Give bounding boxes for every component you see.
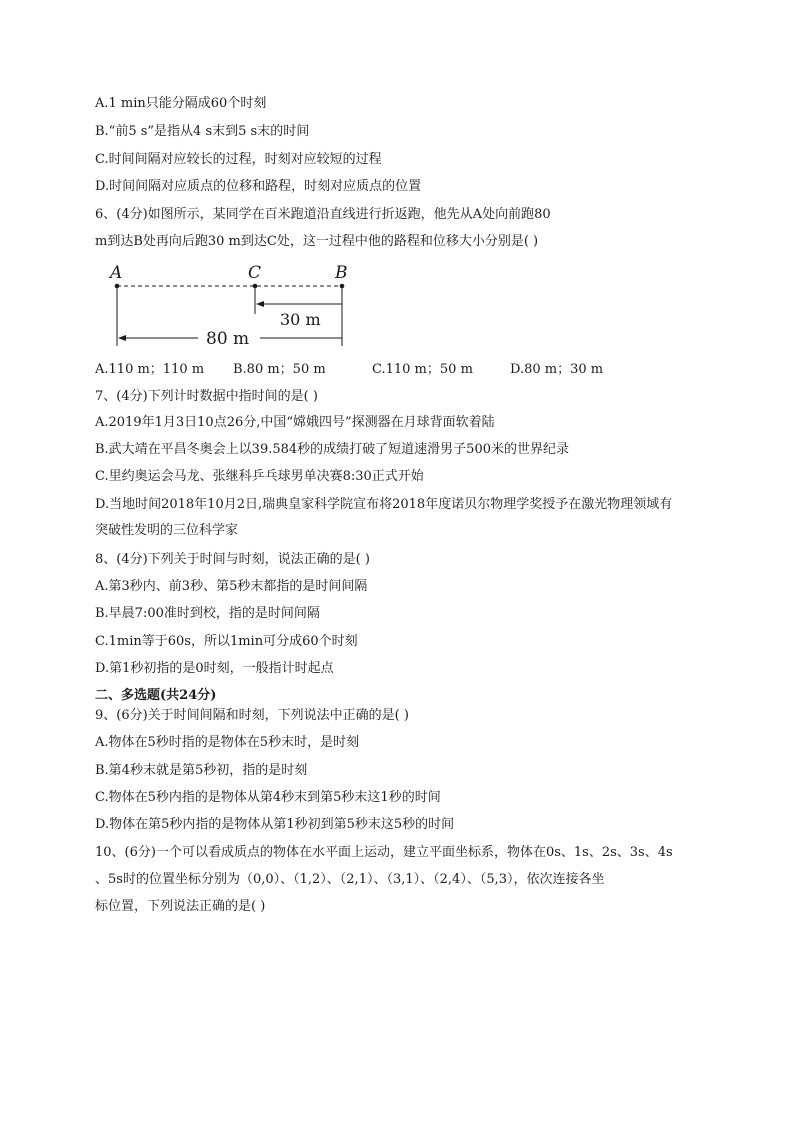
- q6-stem-line1: 6、(4分)如图所示，某同学在百米跑道沿直线进行折返跑，他先从A处向前跑80: [95, 207, 551, 222]
- q9-option-c: C.物体在5秒内指的是物体从第4秒末到第5秒末这1秒的时间: [95, 790, 441, 805]
- q5-option-d: D.时间间隔对应质点的位移和路程，时刻对应质点的位置: [95, 179, 422, 194]
- dimension-label-80m: 80 m: [206, 329, 250, 349]
- q9-option-b: B.第4秒末就是第5秒初，指的是时刻: [95, 763, 308, 778]
- q7-option-d-line2: 突破性发明的三位科学家: [95, 523, 239, 538]
- q8-option-b: B.早晨7:00准时到校，指的是时间间隔: [95, 606, 320, 621]
- q8-option-c: C.1min等于60s，所以1min可分成60个时刻: [95, 634, 358, 649]
- point-c-label: C: [248, 263, 262, 283]
- q9-option-a: A.物体在5秒时指的是物体在5秒末时，是时刻: [95, 735, 360, 750]
- q8-stem: 8、(4分)下列关于时间与时刻，说法正确的是( ): [95, 552, 370, 567]
- q5-option-a: A.1 min只能分隔成60个时刻: [95, 96, 267, 111]
- q7-stem: 7、(4分)下列计时数据中指时间的是( ): [95, 389, 318, 404]
- section-heading-multiple-choice: 二、多选题(共24分): [95, 688, 217, 703]
- q5-option-b: B.“前5 s”是指从4 s末到5 s末的时间: [95, 124, 310, 139]
- q7-option-b: B.武大靖在平昌冬奥会上以39.584秒的成绩打破了短道速滑男子500米的世界纪录: [95, 442, 569, 457]
- q7-option-d-line1: D.当地时间2018年10月2日,瑞典皇家科学院宣布将2018年度诺贝尔物理学奖授予在激光物理领域有: [95, 497, 673, 512]
- point-b-label: B: [335, 263, 348, 283]
- q6-track-diagram: [100, 262, 360, 350]
- q7-option-c: C.里约奥运会马龙、张继科乒乓球男单决赛8:30正式开始: [95, 469, 424, 484]
- point-a-label: A: [110, 263, 123, 283]
- q10-stem-line1: 10、(6分)一个可以看成质点的物体在水平面上运动，建立平面坐标系，物体在0s、1s、2s、3s、4s: [95, 845, 673, 860]
- q6-option-c: C.110 m；50 m: [372, 362, 473, 377]
- q6-stem-line2: m到达B处再向后跑30 m到达C处，这一过程中他的路程和位移大小分别是( ): [95, 234, 539, 249]
- point-c-dot: [253, 284, 258, 289]
- q10-stem-line2: 、5s时的位置坐标分别为（0,0）、（1,2）、（2,1）、（3,1）、（2,4）、（5,3），依次连接各坐: [95, 872, 605, 887]
- q5-option-c: C.时间间隔对应较长的过程，时刻对应较短的过程: [95, 152, 382, 167]
- q8-option-a: A.第3秒内、前3秒、第5秒末都指的是时间间隔: [95, 579, 368, 594]
- q6-option-a: A.110 m；110 m: [95, 362, 205, 377]
- q6-option-d: D.80 m；30 m: [510, 362, 604, 377]
- q9-option-d: D.物体在第5秒内指的是物体从第1秒初到第5秒末这5秒的时间: [95, 817, 455, 832]
- point-b-dot: [340, 284, 345, 289]
- arrowhead-30m: [256, 301, 264, 307]
- q8-option-d: D.第1秒初指的是0时刻，一般指计时起点: [95, 661, 334, 676]
- point-a-dot: [115, 284, 120, 289]
- dimension-label-30m: 30 m: [280, 310, 321, 329]
- q6-option-b: B.80 m；50 m: [233, 362, 326, 377]
- q9-stem: 9、(6分)关于时间间隔和时刻，下列说法中正确的是( ): [95, 708, 409, 723]
- q10-stem-line3: 标位置，下列说法正确的是( ): [95, 899, 266, 914]
- arrowhead-80m: [118, 335, 126, 341]
- q7-option-a: A.2019年1月3日10点26分,中国“嫦娥四号”探测器在月球背面软着陆: [95, 415, 495, 430]
